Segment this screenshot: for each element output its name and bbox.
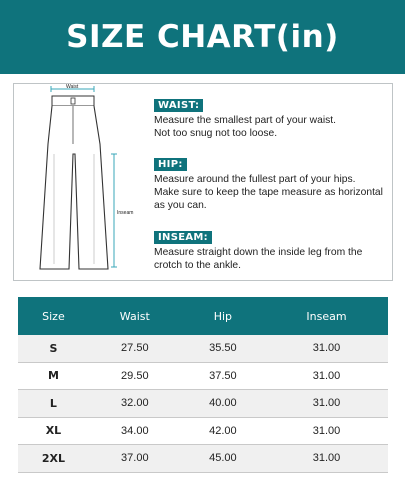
hip-cell: 37.50 [181,362,265,390]
size-table [18,297,388,473]
inseam-label: Inseam [117,210,134,216]
waist-cell: 29.50 [89,362,181,390]
waist-tag: WAIST: [154,99,203,112]
inseam-section [154,227,404,273]
header-inseam: Inseam [265,297,388,335]
hip-tag: HIP: [154,158,187,171]
inseam-cell: 31.00 [265,362,388,390]
waist-section [154,95,404,141]
waist-cell: 34.00 [89,417,181,445]
inseam-cell: 31.00 [265,417,388,445]
hip-cell: 45.00 [181,445,265,473]
table-header-row [18,297,388,335]
header-waist: Waist [89,297,181,335]
inseam-cell: 31.00 [265,335,388,362]
inseam-cell: 31.00 [265,445,388,473]
waist-label: Waist [66,84,79,90]
header-hip: Hip [181,297,265,335]
hip-cell: 42.00 [181,417,265,445]
size-cell: XL [18,417,89,445]
table-row [18,445,388,473]
size-cell: L [18,390,89,418]
table-row [18,362,388,390]
header-size: Size [18,297,89,335]
waist-description: Measure the smallest part of your waist. Not too snug not too loose. [154,115,336,139]
hip-cell: 35.50 [181,335,265,362]
hip-cell: 40.00 [181,390,265,418]
inseam-description: Measure straight down the inside leg from the crotch to the ankle. [154,247,363,271]
inseam-cell: 31.00 [265,390,388,418]
measurement-guide [13,83,393,281]
pants-outline [40,106,108,269]
table-row [18,335,388,362]
waist-cell: 27.50 [89,335,181,362]
table-row [18,390,388,418]
size-cell: 2XL [18,445,89,473]
hip-section [154,154,404,212]
inseam-tag: INSEAM: [154,231,212,244]
waist-cell: 32.00 [89,390,181,418]
hip-description: Measure around the fullest part of your hips. Make sure to keep the tape measure as horizontal as you can. [154,174,383,211]
size-cell: S [18,335,89,362]
waist-cell: 37.00 [89,445,181,473]
header-banner [0,0,405,74]
table-row [18,417,388,445]
size-cell: M [18,362,89,390]
page-title: SIZE CHART(in) [66,19,339,55]
